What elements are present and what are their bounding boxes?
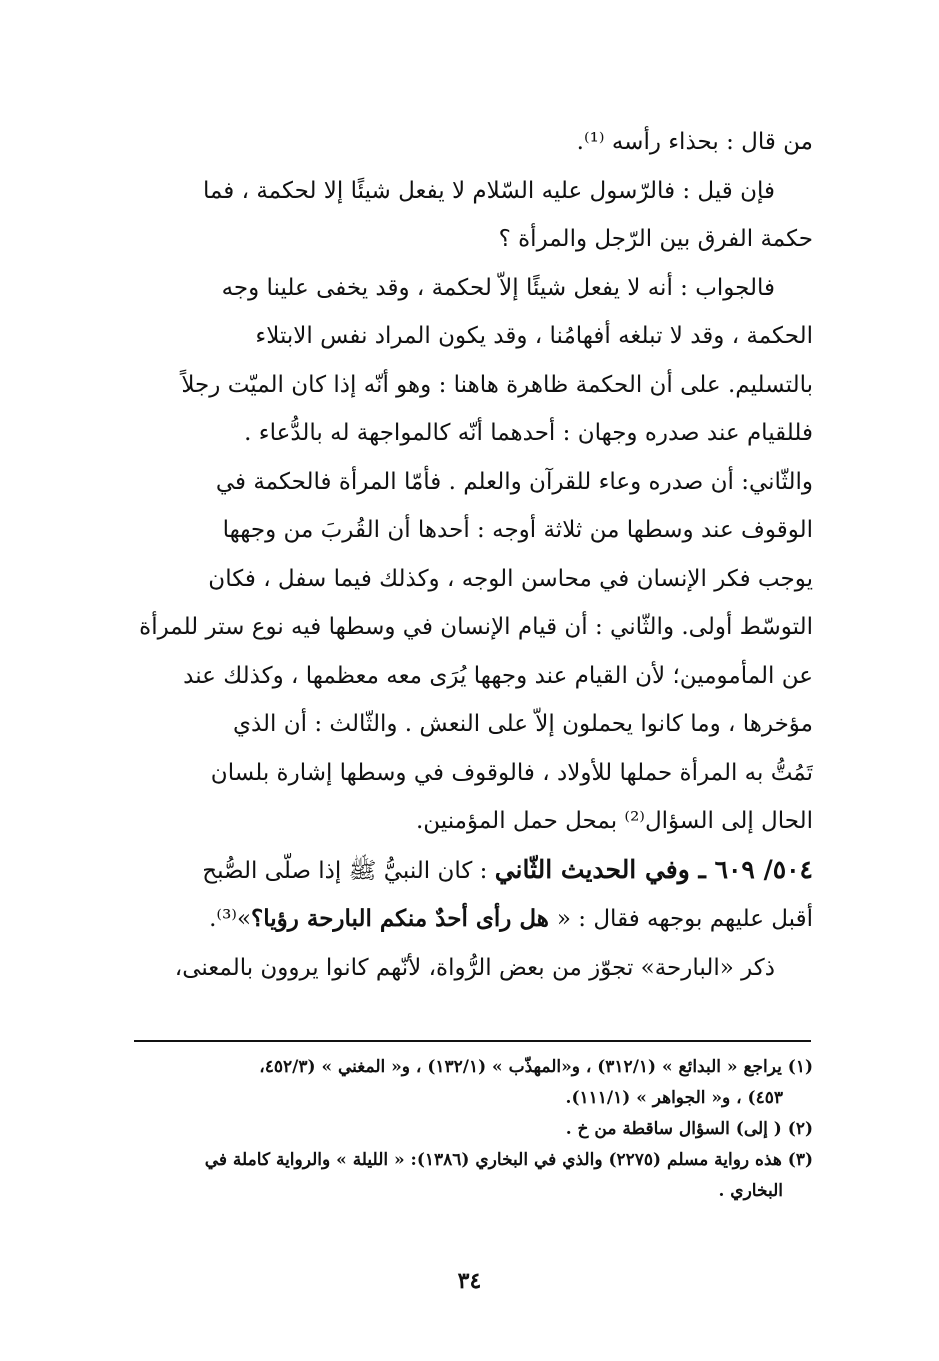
text-line: عن المأمومين؛ لأن القيام عند وجهها يُرَى معه معظمها ، وكذلك عند: [183, 662, 813, 689]
hadith-quote: هل رأى أحدٌ منكم البارحة رؤيا؟: [251, 905, 557, 932]
hadith-text: : كان النبيُّ ﷺ إذا صلّى الصُّبح: [202, 857, 488, 884]
hadith-intro: أقبل عليهم بوجهه فقال : «: [556, 906, 813, 932]
footnote-2: (٢) ( إلى) السؤال ساقطة من خ .: [565, 1119, 813, 1139]
text-line: فإن قيل : فالرّسول عليه السّلام لا يفعل شيئًا إلا لحكمة ، فما: [202, 177, 775, 204]
footnotes: [78, 1052, 813, 1207]
text-line: والثّاني: أن صدره وعاء للقرآن والعلم . فأمّا المرأة فالحكمة في: [215, 468, 813, 495]
hadith-quote-end: »⁽³⁾.: [209, 906, 252, 932]
text-line: فالجواب : أنه لا يفعل شيئًا إلاّ لحكمة ، وقد يخفى علينا وجه: [221, 274, 775, 301]
text-line: التوسّط أولى. والثّاني : أن قيام الإنسان في وسطها فيه نوع ستر للمرأة: [139, 614, 813, 640]
hadith-quote-line: [78, 895, 813, 944]
text-line: بالتسليم. على أن الحكمة ظاهرة هاهنا : وهو أنّه إذا كان الميّت رجلاً: [181, 371, 813, 398]
footnote-3-cont: البخاري .: [718, 1181, 783, 1201]
page-number: ٣٤: [457, 1268, 482, 1294]
text-line: مؤخرها ، وما كانوا يحملون إلاّ على النعش . والثّالث : أن الذي: [232, 711, 813, 737]
hadith-number: ٥٠٤/ ٦٠٩ ـ وفي الحديث الثّاني: [494, 854, 813, 884]
footnote-1: (١) يراجع « البدائع » (٣١٢/١) ، و«المهذّب » (١٣٢/١) ، و« المغني » (٤٥٢/٣،: [259, 1057, 813, 1077]
text-line: تَمُتُّ به المرأة حملها للأولاد ، فالوقوف في وسطها إشارة بلسان: [210, 759, 813, 786]
text-line: من قال : بحذاء رأسه ⁽¹⁾.: [576, 129, 813, 155]
text-line: ذكر «البارحة» تجوّز من بعض الرُّواة، لأنّهم كانوا يروون بالمعنى،: [174, 954, 775, 981]
text-line: يوجب فكر الإنسان في محاسن الوجه ، وكذلك فيما سفل ، فكان: [208, 565, 813, 592]
text-line: الحكمة ، وقد لا تبلغه أفهامُنا ، وقد يكون المراد نفس الابتلاء: [255, 323, 813, 349]
footnote-separator: [134, 1040, 811, 1042]
footnote-1-cont: ٤٥٣) ، و« الجواهر » (١١١/١).: [565, 1088, 783, 1108]
main-text: [78, 118, 813, 992]
footnote-3: (٣) هذه رواية مسلم (٢٢٧٥) والذي في البخاري (١٣٨٦): « الليلة » والرواية كاملة في: [204, 1150, 813, 1170]
text-line: فللقيام عند صدره وجهان : أحدهما أنّه كالمواجهة له بالدُّعاء .: [244, 420, 813, 446]
text-line: الحال إلى السؤال⁽²⁾ بمحل حمل المؤمنين.: [415, 808, 813, 834]
text-line: حكمة الفرق بين الرّجل والمرأة ؟: [498, 226, 813, 252]
hadith-heading-line: [78, 846, 813, 896]
text-line: الوقوف عند وسطها من ثلاثة أوجه : أحدها أن القُربَ من وجهها: [222, 517, 813, 543]
